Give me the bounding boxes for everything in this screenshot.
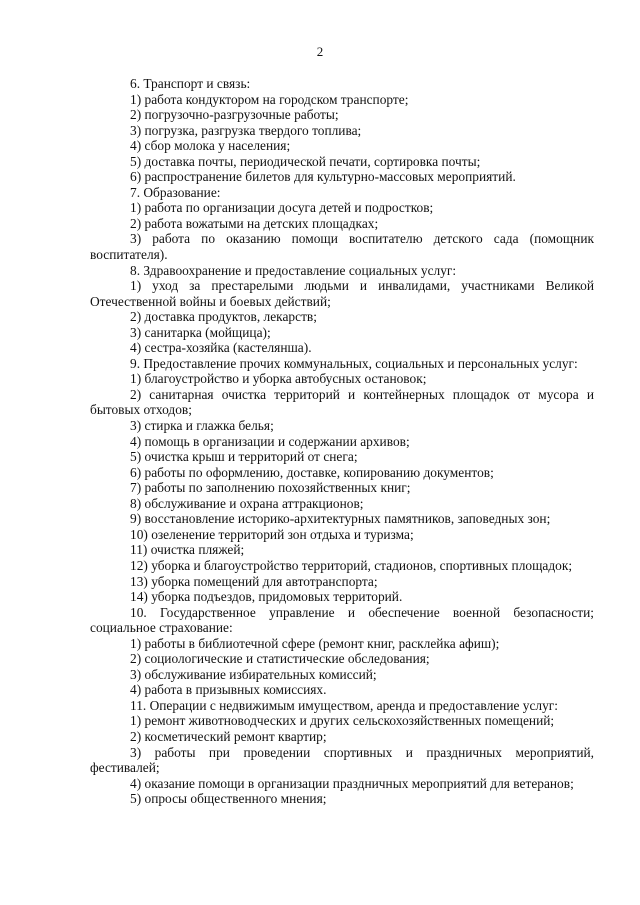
text-line: 1) работы в библиотечной сфере (ремонт книг, расклейка афиш); xyxy=(130,635,500,651)
text-line: 1) ремонт животноводческих и других сельскохозяйственных помещений; xyxy=(130,713,555,729)
text-line: 3) работы при проведении спортивных и праздничных мероприятий, фестивалей; xyxy=(90,744,594,776)
text-line: 2) социологические и статистические обследования; xyxy=(130,651,430,667)
text-line: 3) стирка и глажка белья; xyxy=(130,418,274,434)
text-line: 3) работа по оказанию помощи воспитателю детского сада (помощник воспитателя). xyxy=(90,231,594,263)
text-line: 2) работа вожатыми на детских площадках; xyxy=(130,215,379,231)
text-line: 4) сбор молока у населения; xyxy=(130,138,291,154)
text-line: 6) работы по оформлению, доставке, копированию документов; xyxy=(130,464,494,480)
text-line: 11. Операции с недвижимым имуществом, аренда и предоставление услуг: xyxy=(130,697,559,713)
text-line: 5) доставка почты, периодической печати, сортировка почты; xyxy=(130,153,481,169)
text-line: 6. Транспорт и связь: xyxy=(130,76,251,91)
text-line: 2) санитарная очистка территорий и контейнерных площадок от мусора и бытовых отходов; xyxy=(90,386,594,418)
text-line: 14) уборка подъездов, придомовых территорий. xyxy=(130,589,403,605)
text-line: 1) благоустройство и уборка автобусных остановок; xyxy=(130,371,427,387)
text-line: 3) санитарка (мойщица); xyxy=(130,324,271,340)
text-line: 1) уход за престарелыми людьми и инвалидами, участниками Великой Отечественной войны и боевых действий; xyxy=(90,278,594,309)
text-line: 3) обслуживание избирательных комиссий; xyxy=(130,666,377,682)
text-line: 10) озеленение территорий зон отдыха и туризма; xyxy=(130,526,414,542)
text-line: 7) работы по заполнению похозяйственных книг; xyxy=(130,480,411,496)
text-line: 4) помощь в организации и содержании архивов; xyxy=(130,433,410,449)
text-line: 4) оказание помощи в организации праздничных мероприятий для ветеранов; xyxy=(130,775,574,791)
text-line: 8) обслуживание и охрана аттракционов; xyxy=(130,495,364,511)
text-line: 4) работа в призывных комиссиях. xyxy=(130,682,327,698)
text-line: 13) уборка помещений для автотранспорта; xyxy=(130,573,378,589)
text-line: 2) доставка продуктов, лекарств; xyxy=(130,309,317,325)
text-line: 6) распространение билетов для культурно-массовых мероприятий. xyxy=(130,169,516,185)
text-line: 1) работа кондуктором на городском транспорте; xyxy=(130,91,409,107)
document-body xyxy=(90,76,594,807)
text-line: 2) косметический ремонт квартир; xyxy=(130,728,327,744)
text-line: 3) погрузка, разгрузка твердого топлива; xyxy=(130,122,362,138)
text-line: 1) работа по организации досуга детей и подростков; xyxy=(130,200,434,216)
text-line: 12) уборка и благоустройство территорий, стадионов, спортивных площадок; xyxy=(130,557,573,573)
text-line: 10. Государственное управление и обеспечение военной безопасности; социальное страхование: xyxy=(90,604,594,636)
text-line: 9. Предоставление прочих коммунальных, социальных и персональных услуг: xyxy=(130,355,578,371)
text-line: 8. Здравоохранение и предоставление социальных услуг: xyxy=(130,262,457,278)
text-line: 9) восстановление историко-архитектурных памятников, заповедных зон; xyxy=(130,511,551,527)
text-line: 11) очистка пляжей; xyxy=(130,542,245,558)
text-line: 5) очистка крыш и территорий от снега; xyxy=(130,449,358,465)
text-line: 5) опросы общественного мнения; xyxy=(130,791,327,807)
text-line: 4) сестра-хозяйка (кастелянша). xyxy=(130,340,312,356)
text-line: 2) погрузочно-разгрузочные работы; xyxy=(130,107,339,123)
text-line: 7. Образование: xyxy=(130,184,221,200)
page-number: 2 xyxy=(316,44,324,59)
